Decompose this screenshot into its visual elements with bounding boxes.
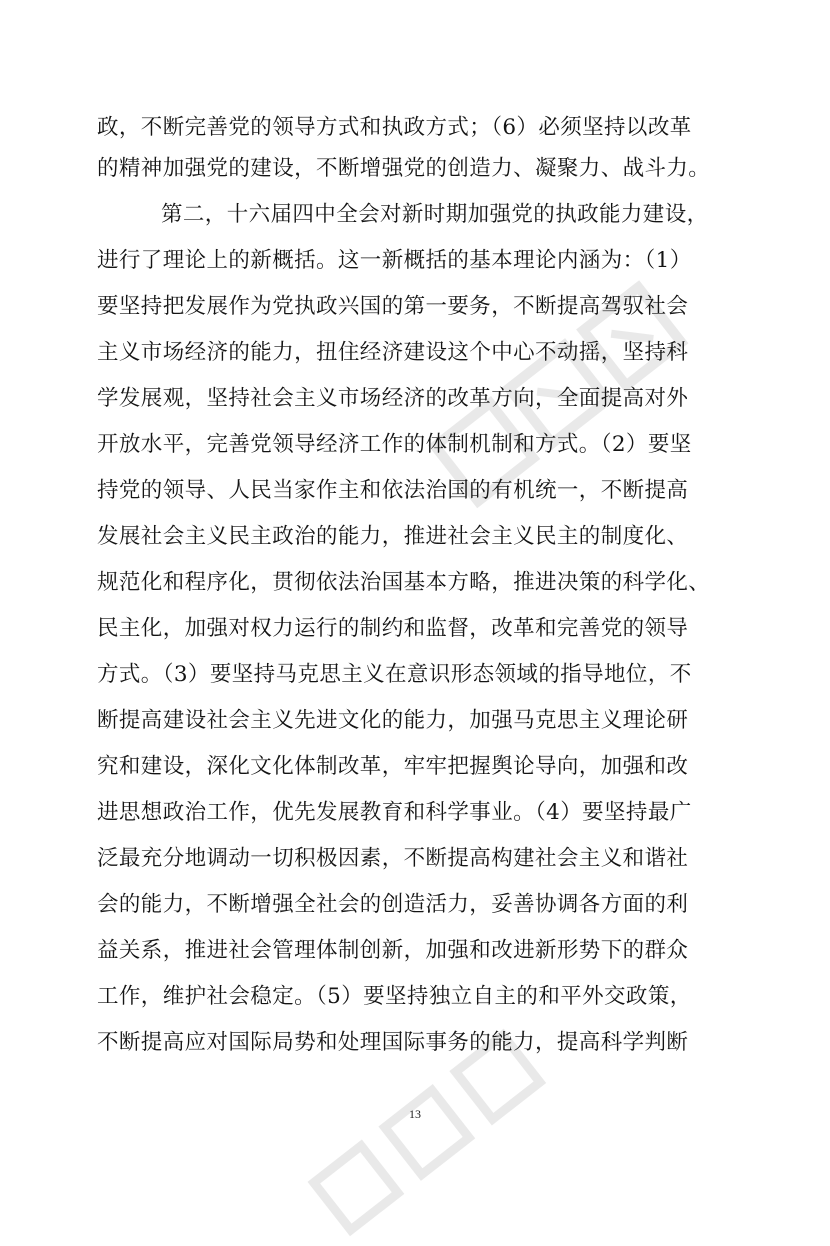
- text-line: 持党的领导、人民当家作主和依法治国的有机统一，不断提高: [97, 478, 689, 503]
- text-line: 泛最充分地调动一切积极因素，不断提高构建社会主义和谐社: [97, 846, 689, 871]
- text-line: 政，不断完善党的领导方式和执政方式；（6）必须坚持以改革: [97, 115, 692, 140]
- text-line: 方式。（3）要坚持马克思主义在意识形态领域的指导地位，不: [97, 662, 692, 687]
- text-line: 要坚持把发展作为党执政兴国的第一要务，不断提高驾驭社会: [97, 294, 689, 319]
- text-line: 进思想政治工作，优先发展教育和科学事业。（4）要坚持最广: [97, 800, 692, 825]
- text-line: 学发展观，坚持社会主义市场经济的改革方向，全面提高对外: [97, 386, 689, 411]
- text-line: 民主化，加强对权力运行的制约和监督，改革和完善党的领导: [97, 616, 689, 641]
- text-line: 断提高建设社会主义先进文化的能力，加强马克思主义理论研: [97, 708, 689, 733]
- text-line: 主义市场经济的能力，扭住经济建设这个中心不动摇，坚持科: [97, 340, 689, 365]
- text-line: 进行了理论上的新概括。这一新概括的基本理论内涵为：（1）: [97, 248, 692, 273]
- text-line: 规范化和程序化，贯彻依法治国基本方略，推进决策的科学化、: [97, 570, 711, 595]
- text-line: 会的能力，不断增强全社会的创造活力，妥善协调各方面的利: [97, 892, 689, 917]
- text-line: 不断提高应对国际局势和处理国际事务的能力，提高科学判断: [97, 1030, 689, 1055]
- text-line: 开放水平，完善党领导经济工作的体制机制和方式。（2）要坚: [97, 432, 692, 457]
- text-line: 究和建设，深化文化体制改革，牢牢把握舆论导向，加强和改: [97, 754, 689, 779]
- page-number: 13: [409, 1107, 421, 1121]
- text-line: 发展社会主义民主政治的能力，推进社会主义民主的制度化、: [97, 524, 689, 549]
- text-line: 益关系，推进社会管理体制创新，加强和改进新形势下的群众: [97, 938, 689, 963]
- text-line: 工作，维护社会稳定。（5）要坚持独立自主的和平外交政策，: [97, 984, 692, 1009]
- paragraph-first-line: 第二，十六届四中全会对新时期加强党的执政能力建设，: [161, 202, 709, 227]
- text-line: 的精神加强党的建设，不断增强党的创造力、凝聚力、战斗力。: [97, 156, 711, 181]
